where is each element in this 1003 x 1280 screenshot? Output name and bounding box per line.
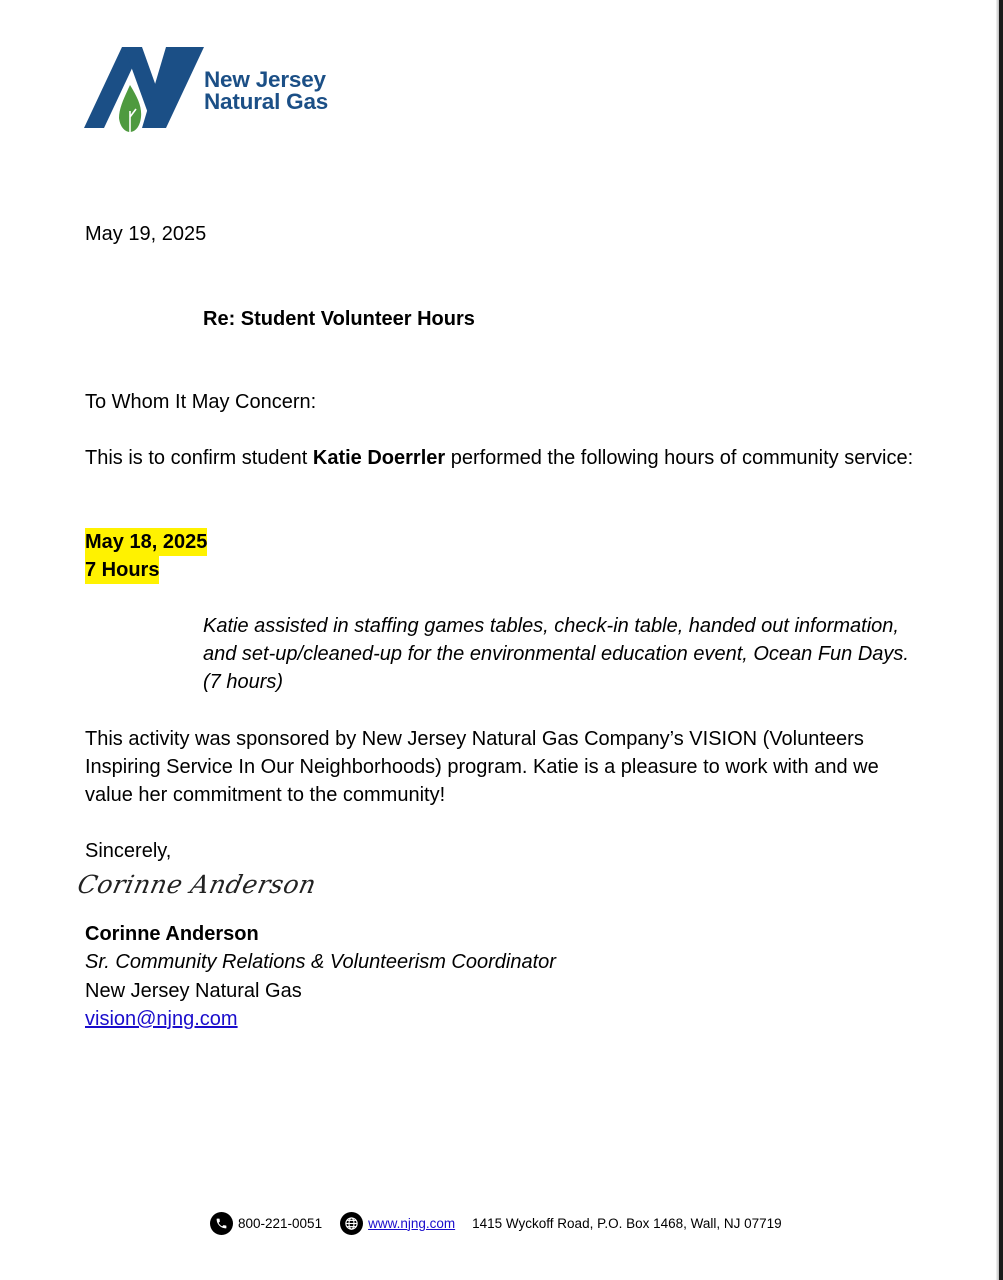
signer-email-link[interactable]: vision@njng.com — [85, 1008, 238, 1030]
letter-date: May 19, 2025 — [85, 223, 207, 245]
sponsor-paragraph: This activity was sponsored by New Jersey Natural Gas Company’s VISION (Volunteers Inspiring Service In Our Neighborhoods) program. Katie is a pleasure to work with and we value her commitment to the community! — [85, 728, 879, 806]
student-name: Katie Doerrler — [312, 447, 446, 469]
closing: Sincerely, — [85, 840, 172, 862]
signer-title: Sr. Community Relations & Volunteerism Coordinator — [85, 951, 556, 973]
intro-paragraph — [85, 444, 915, 472]
footer-phone: 800-221-0051 — [238, 1215, 323, 1231]
intro-text-before: This is to confirm student — [85, 447, 313, 469]
salutation: To Whom It May Concern: — [85, 391, 317, 413]
service-date-highlight: May 18, 2025 — [85, 528, 207, 556]
wordmark-line2: Natural Gas — [204, 89, 329, 114]
phone-icon — [210, 1212, 233, 1235]
company-wordmark — [204, 69, 328, 113]
company-logo — [84, 47, 354, 137]
subject-line: Re: Student Volunteer Hours — [203, 308, 475, 330]
footer-address: 1415 Wyckoff Road, P.O. Box 1468, Wall, NJ 07719 — [472, 1215, 782, 1231]
footer-website-link[interactable]: www.njng.com — [368, 1215, 456, 1231]
signer-company: New Jersey Natural Gas — [85, 980, 302, 1002]
intro-text-after: performed the following hours of community service: — [445, 447, 914, 469]
handwritten-signature: Corinne Anderson — [74, 870, 320, 899]
service-hours-highlight: 7 Hours — [85, 556, 159, 584]
service-description: Katie assisted in staffing games tables, check-in table, handed out information, and set-up/cleaned-up for the environmental education event, Ocean Fun Days. (7 hours) — [203, 615, 909, 693]
wordmark-line1: New Jersey — [204, 67, 326, 92]
signer-name: Corinne Anderson — [85, 923, 259, 945]
letter-footer — [210, 1210, 782, 1236]
njng-n-flame-icon — [84, 47, 206, 137]
page-edge-border — [999, 0, 1003, 1280]
globe-icon — [340, 1212, 363, 1235]
